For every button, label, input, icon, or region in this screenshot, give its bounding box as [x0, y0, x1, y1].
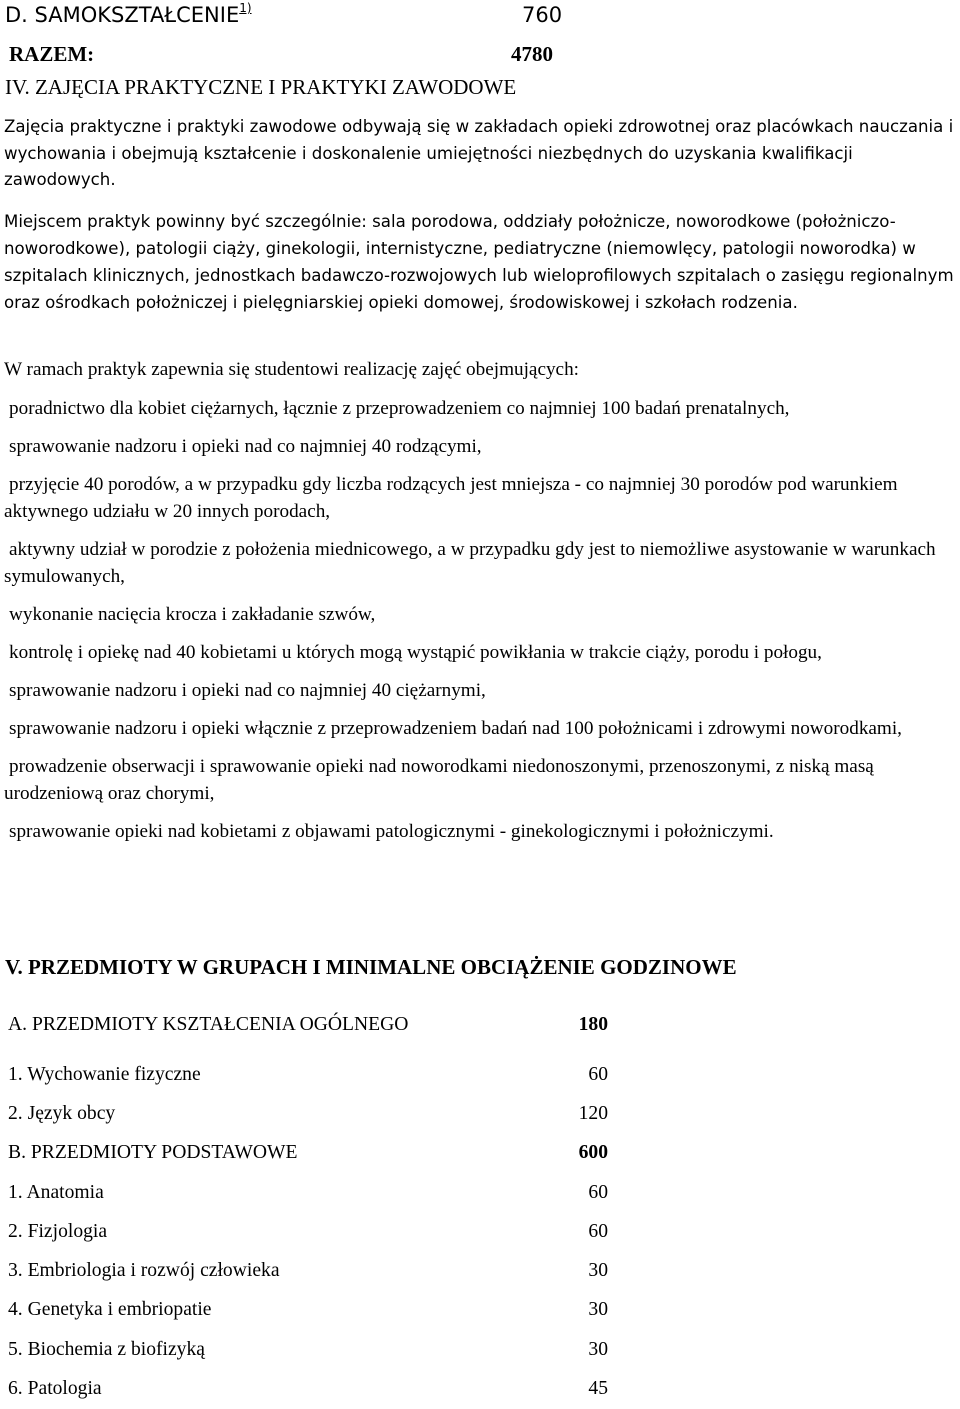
- section-iv-lead: W ramach praktyk zapewnia się studentowi realizację zajęć obejmujących:: [4, 359, 579, 380]
- total-hours: 4780: [511, 42, 553, 66]
- subject-hours: 60: [588, 1063, 608, 1085]
- subject-hours: 120: [578, 1102, 608, 1124]
- samoksztalcenie-heading: [5, 3, 252, 27]
- subject-hours: 30: [588, 1299, 608, 1321]
- samoksztalcenie-hours: 760: [522, 3, 563, 27]
- subject-hours: 30: [588, 1338, 608, 1360]
- table-row: [8, 1134, 608, 1173]
- subjects-table: [8, 995, 608, 1409]
- list-item: prowadzenie obserwacji i sprawowanie opieki nad noworodkami niedonoszonymi, przenoszonymi, z niską masą urodzeniową oraz chorymi,: [4, 756, 874, 804]
- subject-label: 6. Patologia: [8, 1378, 102, 1400]
- samoksztalcenie-label: D. SAMOKSZTAŁCENIE: [5, 3, 240, 27]
- table-row: [8, 1173, 608, 1212]
- subject-group-label: A. PRZEDMIOTY KSZTAŁCENIA OGÓLNEGO: [8, 1014, 409, 1035]
- list-item: aktywny udział w porodzie z położenia miednicowego, a w przypadku gdy jest to niemożliwe asystowanie w warunkach symulowanych,: [4, 539, 936, 587]
- subject-group-hours: 180: [578, 1014, 608, 1035]
- subject-group-hours: 600: [578, 1142, 608, 1164]
- list-item: sprawowanie nadzoru i opieki nad co najmniej 40 rodzącymi,: [9, 436, 482, 457]
- list-item: przyjęcie 40 porodów, a w przypadku gdy liczba rodzących jest mniejsza - co najmniej 30 porodów pod warunkiem aktywnego udziału w 20 innych porodach,: [4, 474, 898, 522]
- subject-label: 5. Biochemia z biofizyką: [8, 1338, 205, 1360]
- subject-label: 2. Fizjologia: [8, 1220, 108, 1242]
- section-iv-places: Miejscem praktyk powinny być szczególnie: sala porodowa, oddziały położnicze, noworodkowe (położniczo-noworodkowe), patologii ciąży, ginekologii, internistyczne, pediatryczne (niemowlęcy, patologii noworodka) w szpitalach klinicznych, jednostkach badawczo-rozwojowych lub wieloprofilowych szpitalach o zasięgu regionalnym oraz ośrodkach położniczej i pielęgniarskiej opieki domowej, środowiskowej i szkołach rodzenia.: [4, 212, 954, 312]
- list-item: kontrolę i opiekę nad 40 kobietami u których mogą wystąpić powikłania w trakcie ciąży, porodu i połogu,: [9, 642, 822, 663]
- list-item: poradnictwo dla kobiet ciężarnych, łącznie z przeprowadzeniem co najmniej 100 badań prenatalnych,: [9, 398, 790, 419]
- table-row: [8, 1251, 608, 1290]
- subject-label: 4. Genetyka i embriopatie: [8, 1299, 212, 1321]
- subject-hours: 60: [588, 1220, 608, 1242]
- list-item: sprawowanie nadzoru i opieki nad co najmniej 40 ciężarnymi,: [9, 680, 486, 701]
- table-row: [8, 1094, 608, 1133]
- table-row: [8, 1055, 608, 1094]
- subject-label: 1. Anatomia: [8, 1181, 104, 1203]
- total-label: RAZEM:: [9, 42, 95, 66]
- list-item: sprawowanie opieki nad kobietami z objawami patologicznymi - ginekologicznymi i położniczymi.: [9, 821, 774, 842]
- subject-hours: 45: [588, 1378, 608, 1400]
- subject-group-label: B. PRZEDMIOTY PODSTAWOWE: [8, 1142, 298, 1164]
- subject-label: 3. Embriologia i rozwój człowieka: [8, 1260, 280, 1282]
- table-row: [8, 1291, 608, 1330]
- subject-hours: 60: [588, 1181, 608, 1203]
- subject-label: 1. Wychowanie fizyczne: [8, 1063, 201, 1085]
- section-iv-title: IV. ZAJĘCIA PRAKTYCZNE I PRAKTYKI ZAWODOWE: [5, 75, 517, 99]
- list-item: sprawowanie nadzoru i opieki włącznie z przeprowadzeniem badań nad 100 położnicami i zdrowymi noworodkami,: [9, 718, 902, 739]
- list-item: wykonanie nacięcia krocza i zakładanie szwów,: [9, 604, 376, 625]
- practice-list: [4, 395, 960, 856]
- section-iv-intro: Zajęcia praktyczne i praktyki zawodowe odbywają się w zakładach opieki zdrowotnej oraz placówkach nauczania i wychowania i obejmują kształcenie i doskonalenie umiejętności niezbędnych do uzyskania kwalifikacji zawodowych.: [4, 117, 954, 189]
- footnote-link[interactable]: 1): [239, 1, 252, 15]
- table-row: [8, 1212, 608, 1251]
- table-row: [8, 1369, 608, 1408]
- section-v-title: V. PRZEDMIOTY W GRUPACH I MINIMALNE OBCIĄŻENIE GODZINOWE: [5, 955, 737, 979]
- table-row: [8, 995, 608, 1055]
- subject-hours: 30: [588, 1260, 608, 1282]
- table-row: [8, 1330, 608, 1369]
- subject-label: 2. Język obcy: [8, 1102, 116, 1124]
